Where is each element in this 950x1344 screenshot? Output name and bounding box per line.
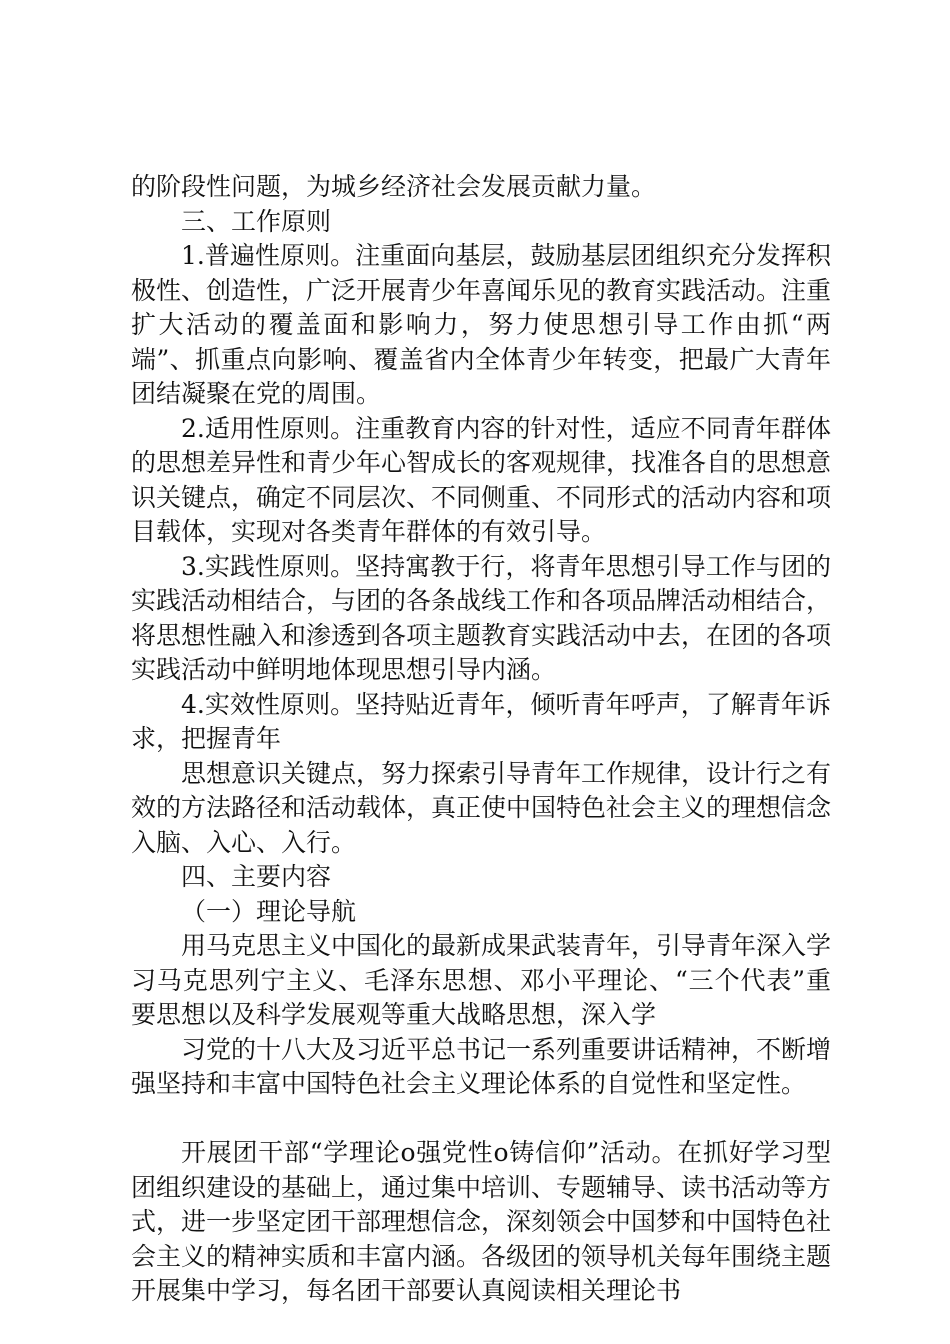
paragraph-principle-4: 4.实效性原则。坚持贴近青年，倾听青年呼声，了解青年诉求，把握青年: [131, 689, 831, 753]
paragraph-principle-1: 1.普遍性原则。注重面向基层，鼓励基层团组织充分发挥积极性、创造性，广泛开展青少年喜闻乐见的教育实践活动。注重扩大活动的覆盖面和影响力，努力使思想引导工作由抓“两端”、抓重点向影响、覆盖省内全体青少年转变，把最广大青年团结凝聚在党的周围。: [131, 241, 832, 408]
paragraph-principle-4-continued: 思想意识关键点，努力探索引导青年工作规律，设计行之有效的方法路径和活动载体，真正使中国特色社会主义的理想信念入脑、入心、入行。: [131, 758, 832, 857]
paragraph-principle-2: 2.适用性原则。注重教育内容的针对性，适应不同青年群体的思想差异性和青少年心智成长的客观规律，找准各自的思想意识关键点，确定不同层次、不同侧重、不同形式的活动内容和项目载体，实现对各类青年群体的有效引导。: [131, 413, 832, 546]
document-body: [131, 170, 831, 1309]
paragraph-gap: [131, 1102, 831, 1137]
paragraph-theory-1: 用马克思主义中国化的最新成果武装青年，引导青年深入学习马克思列宁主义、毛泽东思想、邓小平理论、“三个代表”重要思想以及科学发展观等重大战略思想，深入学: [131, 931, 832, 1029]
paragraph-principle-3: 3.实践性原则。坚持寓教于行，将青年思想引导工作与团的实践活动相结合，与团的各条战线工作和各项品牌活动相结合，将思想性融入和渗透到各项主题教育实践活动中去，在团的各项实践活动中鲜明地体现思想引导内涵。: [131, 551, 832, 684]
section-heading-main-content: 四、主要内容: [181, 862, 332, 891]
paragraph-cadre-activity: 开展团干部“学理论ο强党性ο铸信仰”活动。在抓好学习型团组织建设的基础上，通过集中培训、专题辅导、读书活动等方式，进一步坚定团干部理想信念，深刻领会中国梦和中国特色社会主义的精神实质和丰富内涵。各级团的领导机关每年围绕主题开展集中学习，每名团干部要认真阅读相关理论书: [131, 1138, 832, 1305]
section-heading-work-principles: 三、工作原则: [181, 206, 332, 236]
paragraph-continuation: 的阶段性问题，为城乡经济社会发展贡献力量。: [131, 172, 657, 201]
subsection-heading-theory: （一）理论导航: [181, 896, 357, 926]
paragraph-theory-1-continued: 习党的十八大及习近平总书记一系列重要讲话精神，不断增强坚持和丰富中国特色社会主义理论体系的自觉性和坚定性。: [131, 1034, 832, 1098]
